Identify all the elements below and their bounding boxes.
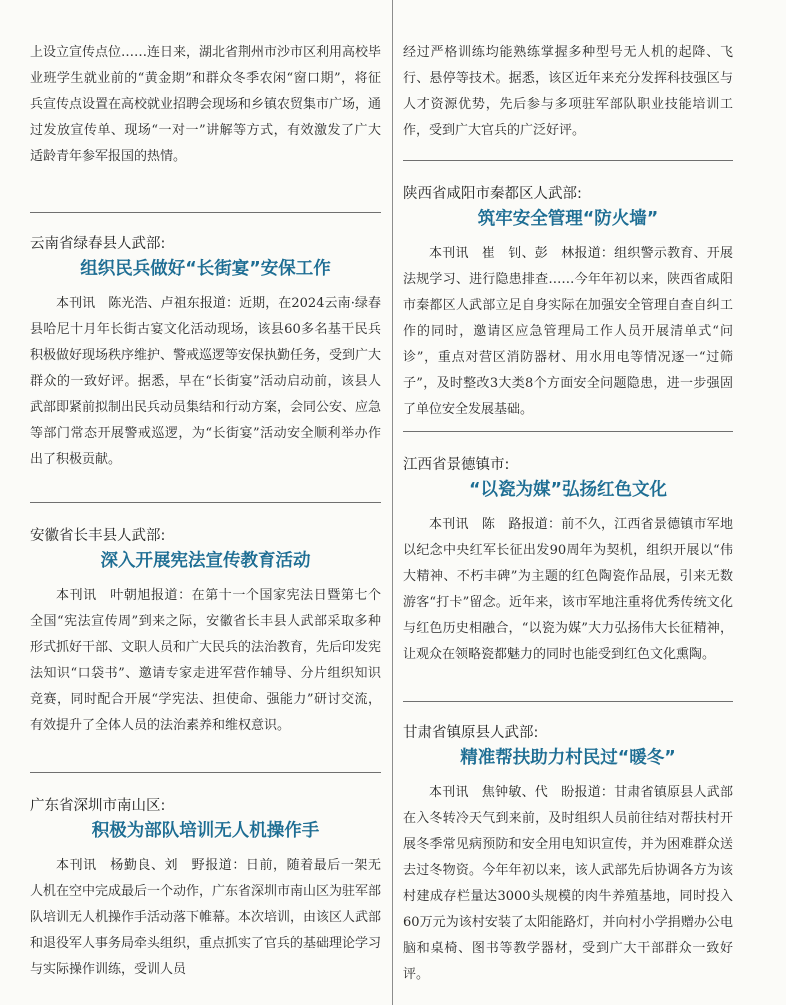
article-text: 甘肃省镇原县人武部在入冬转冷天气到来前，及时组织人员前往结对帮扶村开展冬季常见病预防和安全用电知识宣传，并为困难群众送去过冬物资。今年年初以来，该人武部先后协调各方为该村建成存栏量达3000头规模的肉牛养殖基地，同时投入60万元为该村安装了太阳能路灯，并向村小学捐赠办公电脑和桌椅、图书等教学器材，受到广大干部群众一致好评。	[403, 785, 733, 982]
article-qindu	[403, 183, 733, 423]
article-text: 在第十一个国家宪法日暨第七个全国“宪法宣传周”到来之际，安徽省长丰县人武部采取多种形式抓好干部、文职人员和广大民兵的法治教育，先后印发宪法知识“口袋书”、邀请专家走进军营作辅导、分片组织知识竞赛，同时配合开展“学宪法、担使命、强能力”研讨交流，有效提升了全体人员的法治素养和维权意识。	[30, 588, 382, 733]
article-nanshan	[30, 795, 381, 983]
article-headline: 筑牢安全管理“防火墙”	[477, 209, 659, 229]
section-divider	[30, 212, 381, 213]
section-divider	[403, 431, 733, 432]
section-divider	[403, 701, 733, 702]
article-byline: 本刊讯 陈 路报道：	[429, 517, 562, 532]
article-body	[403, 512, 733, 668]
continued-article	[403, 40, 733, 144]
section-divider	[30, 502, 381, 503]
article-text: 组织警示教育、开展法规学习、进行隐患排查……今年年初以来，陕西省咸阳市秦都区人武部立足自身实际在加强安全管理自查自纠工作的同时，邀请区应急管理局工作人员开展清单式“问诊”，重点对营区消防器材、用水用电等情况逐一“过筛子”，及时整改3大类8个方面安全问题隐患，进一步强固了单位安全发展基础。	[403, 246, 733, 417]
article-changfeng	[30, 525, 381, 739]
article-text: 日前，随着最后一架无人机在空中完成最后一个动作，广东省深圳市南山区为驻军部队培训无人机操作手活动落下帷幕。本次培训，由该区人武部和退役军人事务局牵头组织，重点抓实了官兵的基础理论学习与实际操作训练，受训人员	[30, 858, 382, 977]
left-column	[30, 0, 381, 1005]
article-byline: 本刊讯 叶朝旭报道：	[56, 588, 192, 603]
section-divider	[30, 772, 381, 773]
article-headline: 深入开展宪法宣传教育活动	[100, 551, 311, 571]
article-text: 前不久，江西省景德镇市军地以纪念中央红军长征出发90周年为契机，组织开展以“伟大精神、不朽丰碑”为主题的红色陶瓷作品展，引来无数游客“打卡”留念。近年来，该市军地注重将优秀传统文化与红色历史相融合，“以瓷为媒”大力弘扬伟大长征精神，让观众在领略瓷都魅力的同时也能受到红色文化熏陶。	[403, 517, 733, 662]
continued-article	[30, 40, 381, 170]
article-headline: 积极为部队培训无人机操作手	[91, 821, 320, 841]
article-byline: 本刊讯 崔 钊、彭 林报道：	[429, 246, 615, 261]
article-headline: “以瓷为媒”弘扬红色文化	[468, 480, 667, 500]
right-column	[403, 0, 733, 1005]
article-body: 上设立宣传点位……连日来，湖北省荆州市沙市区利用高校毕业班学生就业前的“黄金期”和群众冬季农闲“窗口期”，将征兵宣传点设置在高校就业招聘会现场和乡镇农贸集市广场，通过发放宣传单、现场“一对一”讲解等方式，有效激发了广大适龄青年参军报国的热情。	[30, 45, 382, 164]
article-region: 陕西省咸阳市秦都区人武部:	[403, 186, 582, 202]
article-headline: 精准帮扶助力村民过“暖冬”	[460, 748, 676, 768]
article-body	[30, 291, 381, 473]
section-divider	[403, 160, 733, 161]
article-region: 江西省景德镇市:	[403, 457, 510, 473]
article-lvchun	[30, 233, 381, 473]
column-divider	[392, 0, 393, 1005]
article-region: 广东省深圳市南山区:	[30, 798, 166, 814]
article-headline: 组织民兵做好“长街宴”安保工作	[80, 259, 331, 279]
article-region: 安徽省长丰县人武部:	[30, 528, 166, 544]
article-body	[403, 241, 733, 423]
article-byline: 本刊讯 杨勤良、刘 野报道：	[56, 858, 246, 873]
article-region: 甘肃省镇原县人武部:	[403, 725, 539, 741]
article-body	[403, 780, 733, 988]
article-byline: 本刊讯 陈光浩、卢祖东报道：	[56, 296, 240, 311]
article-jingdezhen	[403, 454, 733, 668]
article-region: 云南省绿春县人武部:	[30, 236, 166, 252]
article-body: 经过严格训练均能熟练掌握多种型号无人机的起降、飞行、悬停等技术。据悉，该区近年来充分发挥科技强区与人才资源优势，先后参与多项驻军部队职业技能培训工作，受到广大官兵的广泛好评。	[403, 45, 733, 138]
article-zhenyuan	[403, 722, 733, 988]
article-byline: 本刊讯 焦钟敏、代 盼报道：	[429, 785, 615, 800]
article-text: 近期，在2024云南·绿春县哈尼十月年长街古宴文化活动现场，该县60多名基干民兵积极做好现场秩序维护、警戒巡逻等安保执勤任务，受到广大群众的一致好评。据悉，早在“长街宴”活动启动前，该县人武部即紧前拟制出民兵动员集结和行动方案，会同公安、应急等部门常态开展警戒巡逻，为“长街宴”活动安全顺利举办作出了积极贡献。	[30, 296, 382, 467]
article-body	[30, 583, 381, 739]
article-body	[30, 853, 381, 983]
